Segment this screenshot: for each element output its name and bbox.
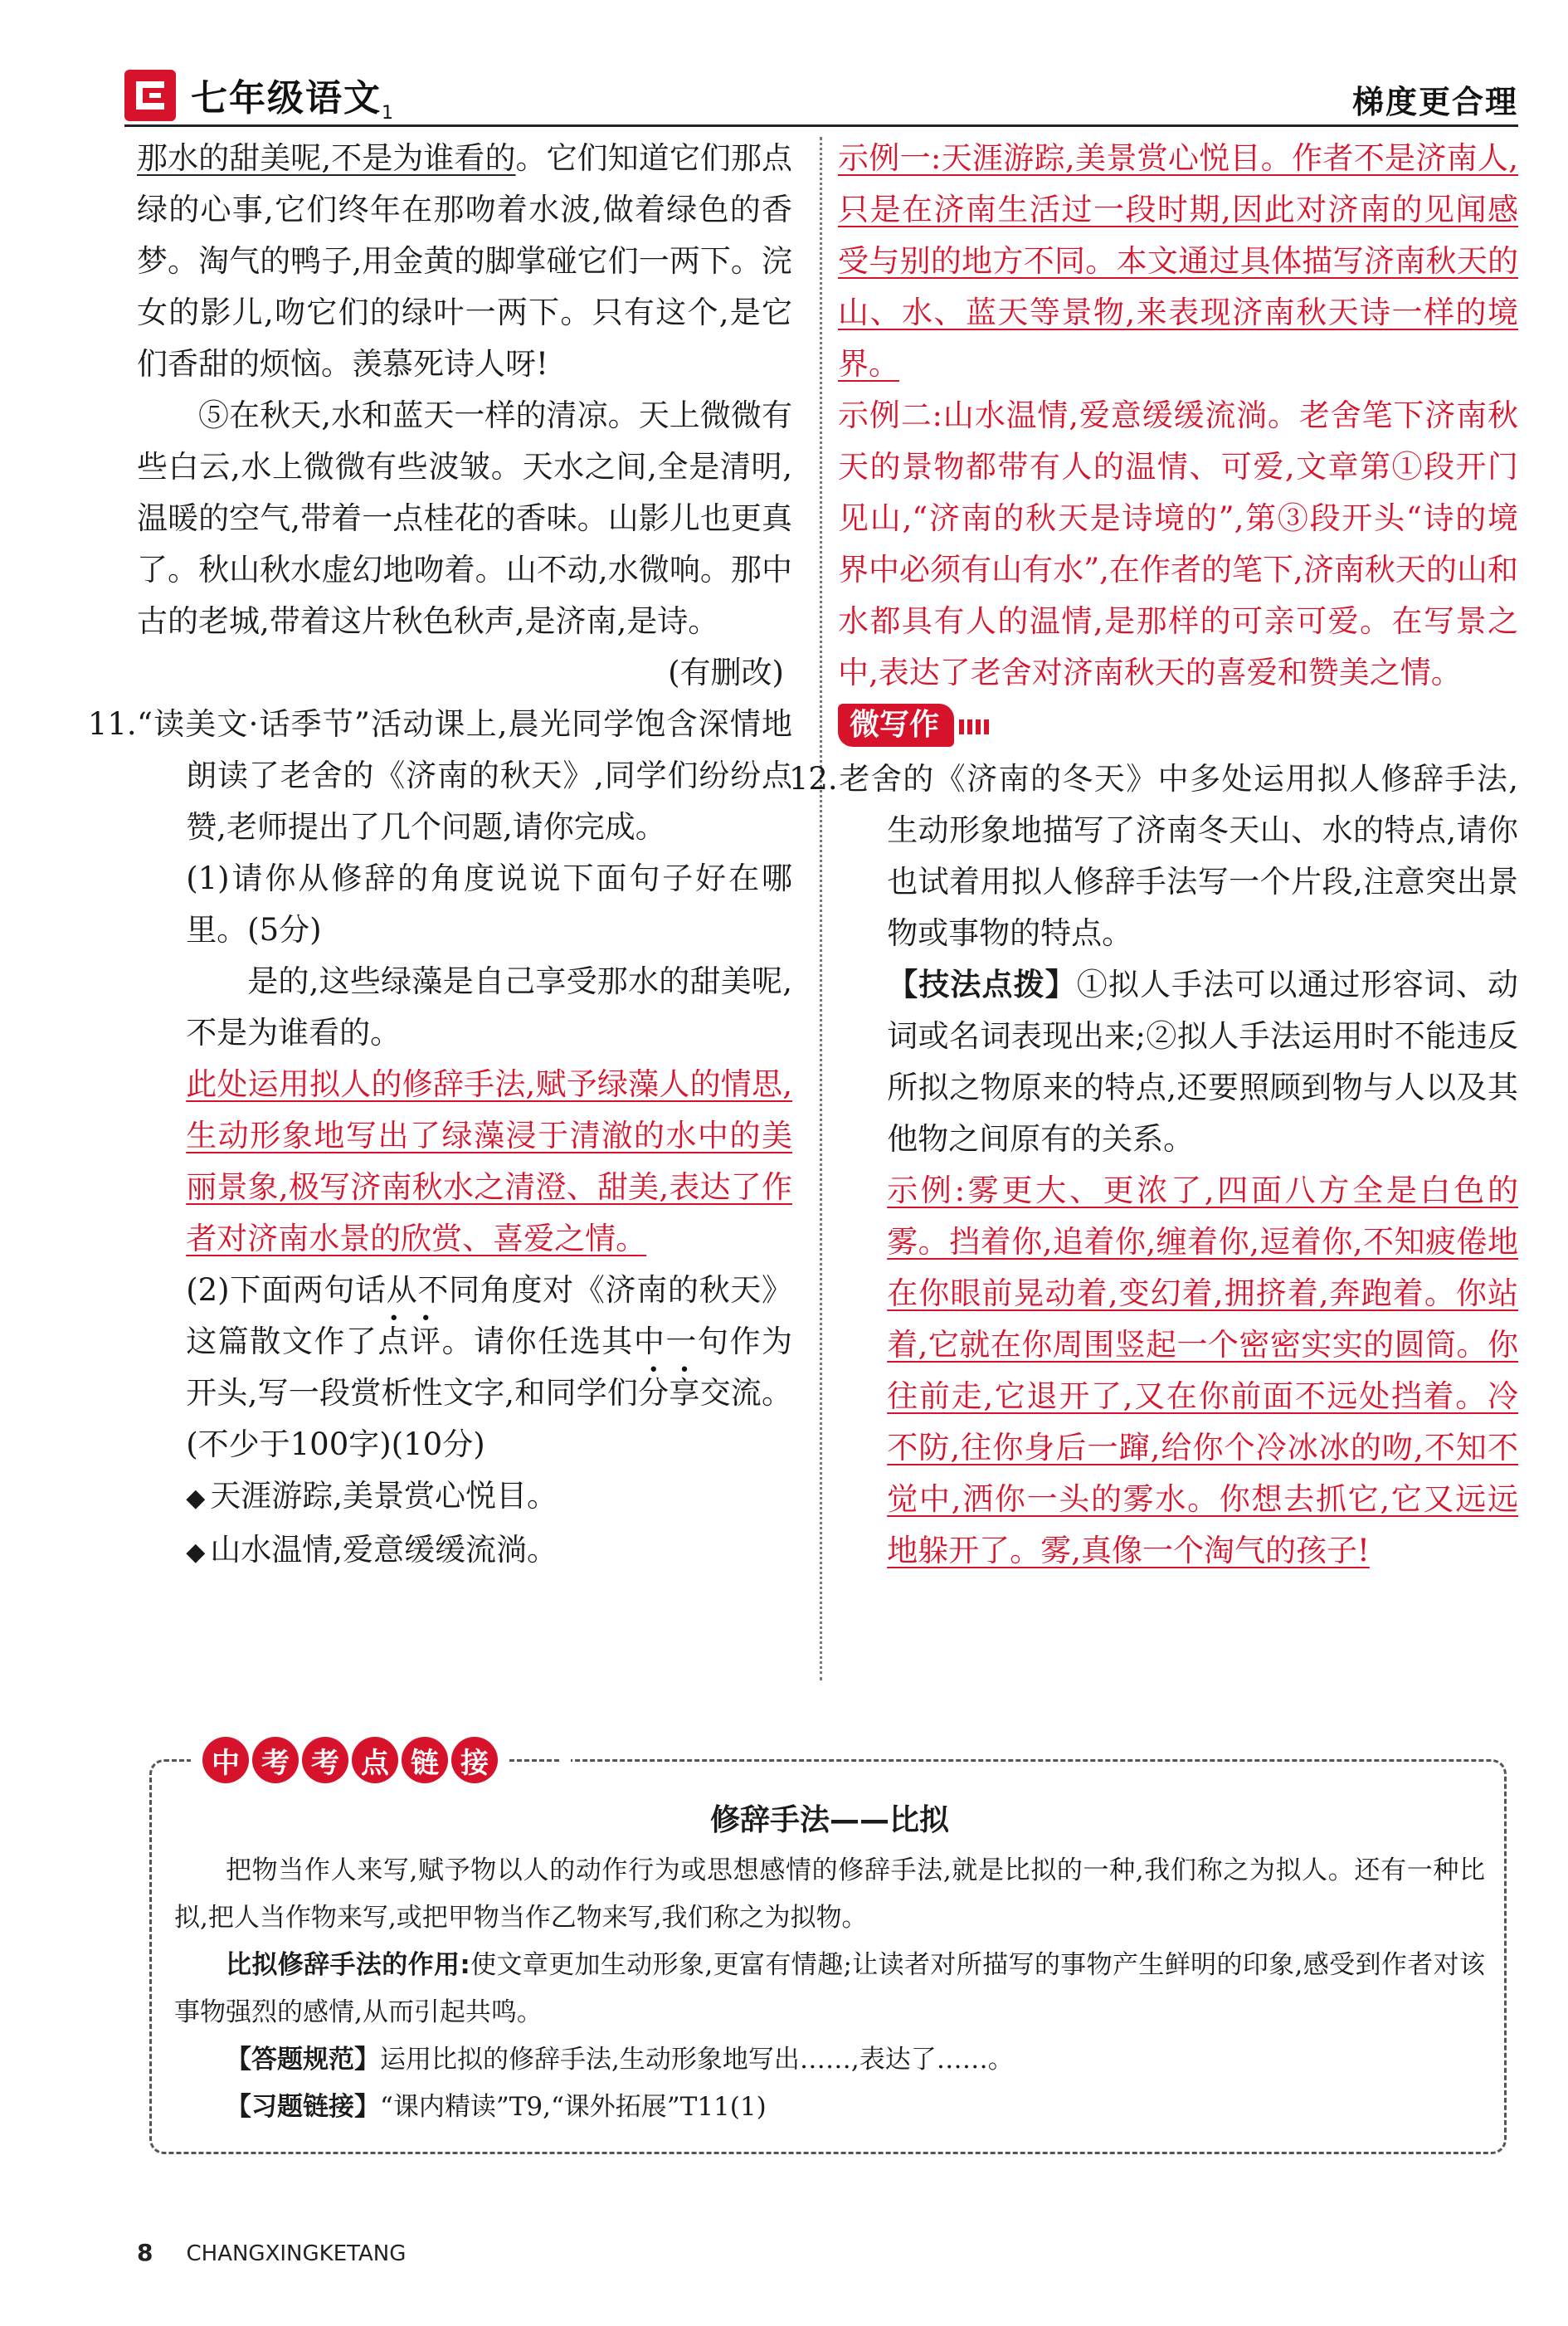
left-column bbox=[87, 133, 793, 1578]
right-column bbox=[788, 133, 1519, 1577]
emphasis-char: 享 bbox=[669, 1375, 700, 1411]
page-number: 8 bbox=[137, 2239, 153, 2266]
header-rule bbox=[124, 124, 1518, 127]
box-answer-norm: 【答题规范】运用比拟的修辞手法,生动形象地写出……,表达了……。 bbox=[226, 2045, 1014, 2075]
title-char: 链 bbox=[402, 1737, 448, 1783]
title-char: 中 bbox=[202, 1737, 249, 1783]
answer-12: 示例:雾更大、更浓了,四面八方全是白色的雾。挡着你,追着你,缠着你,逗着你,不知疲倦地在你眼前晃动着,变幻着,拥挤着,奔跑着。你站着,它就在你周围竖起一个密密实实的圆筒。你往前走,它退开了,又在你前面不远处挡着。冷不防,往你身后一蹿,给你个冷冰冰的吻,不知不觉中,洒你一头的雾水。你想去抓它,它又远远地躲开了。雾,真像一个淘气的孩子! bbox=[887, 1173, 1518, 1568]
title-char: 考 bbox=[252, 1737, 299, 1783]
underlined-sentence: 那水的甜美呢,不是为谁看的 bbox=[137, 140, 516, 176]
option-bullet-1: ◆ 天涯游踪,美景赏心悦目。 bbox=[186, 1478, 558, 1514]
quoted-sentence: 是的,这些绿藻是自己享受那水的甜美呢,不是为谁看的。 bbox=[186, 963, 792, 1051]
diamond-bullet-icon: ◆ bbox=[186, 1538, 206, 1567]
answer-11-2-example-2: 示例二:山水温情,爱意缓缓流淌。老舍笔下济南秋天的景物都带有人的温情、可爱,文章第①段开门见山,“济南的秋天是诗境的”,第③段开头“诗的境界中必须有山有水”,在作者的笔下,济南秋天的山和水都具有人的温情,是那样的可亲可爱。在写景之中,表达了老舍对济南秋天的喜爱和赞美之情。 bbox=[838, 397, 1518, 690]
question-11-sub-2: (2)下面两句话从不同角度对《济南的秋天》这篇散文作了点评。请你任选其中一句作为开头,写一段赏析性文字,和同学们分享交流。(不少于100字)(10分) bbox=[186, 1272, 793, 1462]
exam-link-content bbox=[174, 1797, 1485, 2131]
question-12-stem: 12.老舍的《济南的冬天》中多处运用拟人修辞手法,生动形象地描写了济南冬天山、水的特点,请你也试着用拟人修辞手法写一个片段,注意突出景物或事物的特点。 bbox=[788, 761, 1518, 951]
page-footer bbox=[137, 2239, 406, 2266]
answer-11-2-example-1: 示例一:天涯游踪,美景赏心悦目。作者不是济南人,只是在济南生活过一段时期,因此对济南的见闻感受与别的地方不同。本文通过具体描写济南秋天的山、水、蓝天等景物,来表现济南秋天诗一样的境界。 bbox=[838, 140, 1518, 382]
effect-label: 比拟修辞手法的作用: bbox=[226, 1950, 470, 1980]
title-tail-decoration bbox=[509, 1759, 559, 1762]
badge-tail-decoration bbox=[959, 719, 991, 734]
norm-label: 【答题规范】 bbox=[226, 2045, 380, 2075]
box-exercise-link: 【习题链接】“课内精读”T9,“课外拓展”T11(1) bbox=[226, 2092, 767, 2122]
title-char: 接 bbox=[451, 1737, 498, 1783]
emphasis-char: 评 bbox=[410, 1324, 442, 1359]
option-bullet-2: ◆ 山水温情,爱意缓缓流淌。 bbox=[186, 1532, 558, 1568]
title-char: 考 bbox=[302, 1737, 348, 1783]
exam-link-title bbox=[191, 1734, 571, 1786]
passage-source-note: (有删改) bbox=[668, 655, 784, 690]
question-11-sub-1: (1)请你从修辞的角度说说下面句子好在哪里。(5分) bbox=[186, 861, 792, 948]
footer-brand: CHANGXINGKETANG bbox=[186, 2241, 407, 2266]
emphasis-char: 点 bbox=[377, 1324, 411, 1359]
book-title: 七年级语文$_1$ bbox=[191, 77, 395, 124]
answer-11-1: 此处运用拟人的修辞手法,赋予绿藻人的情思,生动形象地写出了绿藻浸于清澈的水中的美丽景象,极写济南秋水之清澄、甜美,表达了作者对济南水景的欣赏、喜爱之情。 bbox=[186, 1066, 792, 1256]
box-effect: 比拟修辞手法的作用:使文章更加生动形象,更富有情趣;让读者对所描写的事物产生鲜明的印象,感受到作者对该事物强烈的感情,从而引起共鸣。 bbox=[174, 1950, 1485, 2027]
passage-paragraph-5: ⑤在秋天,水和蓝天一样的清凉。天上微微有些白云,水上微微有些波皱。天水之间,全是清明,温暖的空气,带着一点桂花的香味。山影儿也更真了。秋山秋水虚幻地吻着。山不动,水微响。那中古的老城,带着这片秋色秋声,是济南,是诗。 bbox=[137, 397, 792, 639]
section-badge-row bbox=[838, 699, 1518, 753]
header-slogan: 梯度更合理 bbox=[1351, 84, 1518, 120]
column-divider bbox=[820, 137, 822, 1680]
page-header bbox=[124, 65, 1518, 123]
diamond-bullet-icon: ◆ bbox=[186, 1484, 206, 1513]
box-definition: 把物当作人来写,赋予物以人的动作行为或思想感情的修辞手法,就是比拟的一种,我们称之为拟人。还有一种比拟,把人当作物来写,或把甲物当作乙物来写,我们称之为拟物。 bbox=[174, 1855, 1485, 1933]
emphasis-char: 分 bbox=[638, 1375, 670, 1411]
cx-logo-icon bbox=[124, 70, 176, 121]
title-char: 点 bbox=[352, 1737, 398, 1783]
tip-label: 【技法点拨】 bbox=[887, 967, 1077, 1002]
passage-paragraph-4: 那水的甜美呢,不是为谁看的。它们知道它们那点绿的心事,它们终年在那吻着水波,做着绿色的香梦。淘气的鸭子,用金黄的脚掌碰它们一两下。浣女的影儿,吻它们的绿叶一两下。只有这个,是它们香甜的烦恼。羡慕死诗人呀! bbox=[137, 140, 793, 382]
technique-tip: 【技法点拨】①拟人手法可以通过形容词、动词或名词表现出来;②拟人手法运用时不能违反所拟之物原来的特点,还要照顾到物与人以及其他物之间原有的关系。 bbox=[887, 967, 1519, 1157]
link-label: 【习题链接】 bbox=[226, 2092, 380, 2122]
volume-number: 1 bbox=[382, 102, 395, 124]
box-heading: 修辞手法——比拟 bbox=[709, 1803, 949, 1837]
micro-writing-badge: 微写作 bbox=[838, 704, 954, 747]
question-11-stem: 11.“读美文·话季节”活动课上,晨光同学饱含深情地朗读了老舍的《济南的秋天》,同学们纷纷点赞,老师提出了几个问题,请你完成。 bbox=[87, 706, 792, 845]
